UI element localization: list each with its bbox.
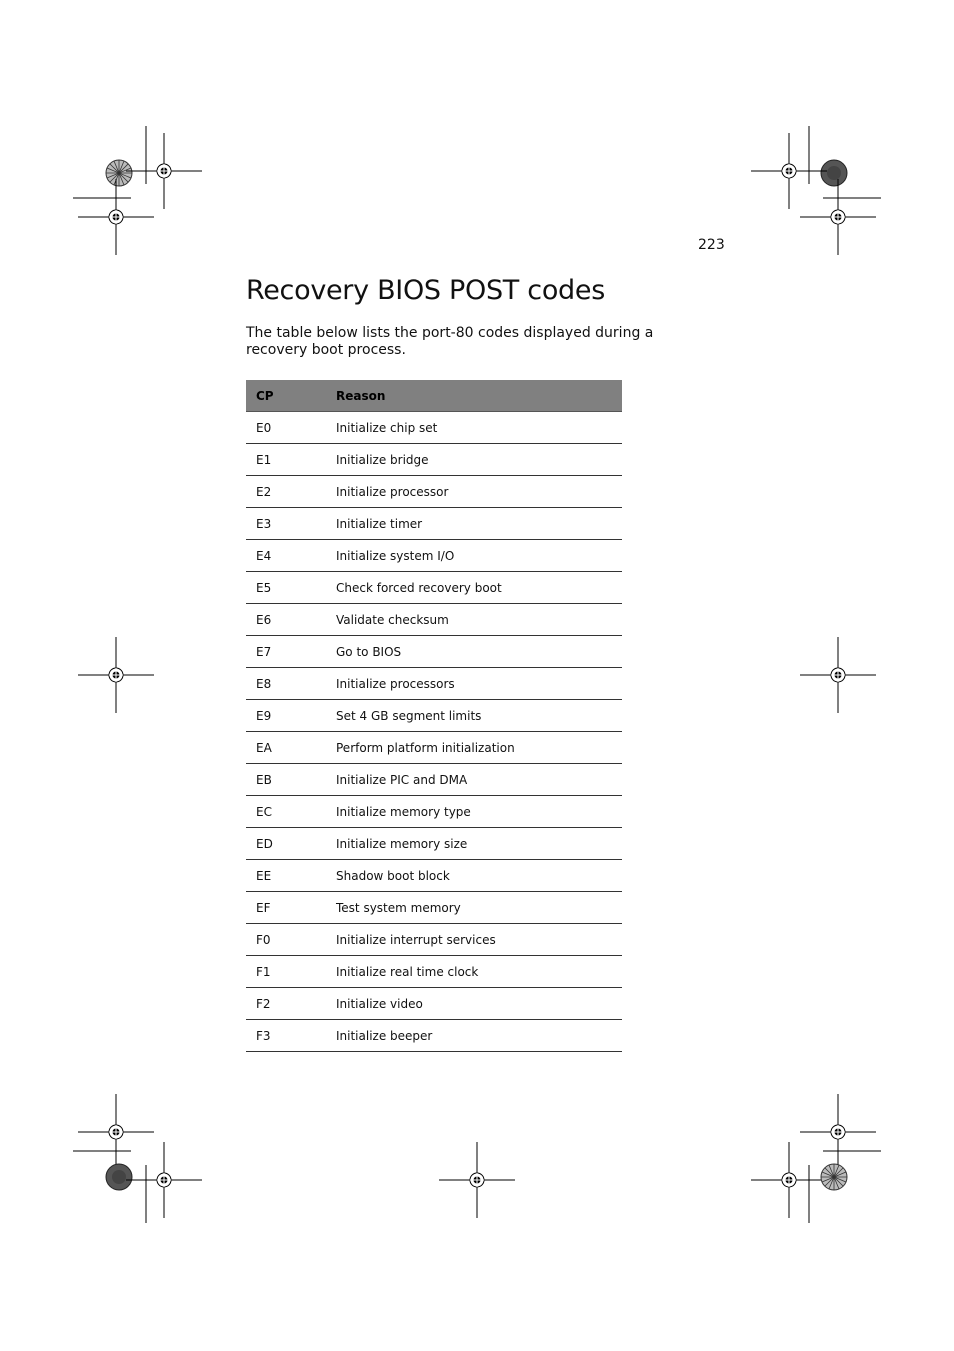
registration-mark-icon (126, 1142, 202, 1218)
table-row (246, 636, 622, 668)
color-target-icon (106, 160, 132, 186)
cp-cell: E3 (246, 508, 326, 540)
registration-mark-icon (800, 637, 876, 713)
page-title: Recovery BIOS POST codes (246, 275, 605, 306)
table-row (246, 924, 622, 956)
reason-cell: Set 4 GB segment limits (326, 700, 622, 732)
cp-cell: E0 (246, 412, 326, 444)
cp-cell: E8 (246, 668, 326, 700)
cp-cell: ED (246, 828, 326, 860)
color-target-icon (106, 1164, 132, 1190)
registration-mark-icon (78, 1094, 154, 1170)
reason-cell: Check forced recovery boot (326, 572, 622, 604)
cp-cell: E6 (246, 604, 326, 636)
cp-cell: F1 (246, 956, 326, 988)
table-row (246, 988, 622, 1020)
table-row (246, 732, 622, 764)
cp-cell: E7 (246, 636, 326, 668)
cp-cell: EE (246, 860, 326, 892)
cp-cell: E1 (246, 444, 326, 476)
registration-mark-icon (126, 133, 202, 209)
reason-cell: Initialize real time clock (326, 956, 622, 988)
cp-cell: EA (246, 732, 326, 764)
registration-mark-icon (800, 179, 876, 255)
reason-cell: Initialize processors (326, 668, 622, 700)
registration-mark-icon (78, 179, 154, 255)
table-row (246, 540, 622, 572)
reason-cell: Perform platform initialization (326, 732, 622, 764)
registration-mark-icon (751, 133, 827, 209)
table-row (246, 956, 622, 988)
reason-cell: Initialize system I/O (326, 540, 622, 572)
reason-cell: Go to BIOS (326, 636, 622, 668)
table-row (246, 508, 622, 540)
cp-cell: F3 (246, 1020, 326, 1052)
intro-paragraph: The table below lists the port-80 codes displayed during a recovery boot process. (246, 325, 654, 358)
cp-cell: E9 (246, 700, 326, 732)
registration-mark-icon (751, 1142, 827, 1218)
table-row (246, 796, 622, 828)
column-header-reason: Reason (326, 380, 622, 412)
reason-cell: Initialize memory size (326, 828, 622, 860)
reason-cell: Initialize processor (326, 476, 622, 508)
reason-cell: Test system memory (326, 892, 622, 924)
reason-cell: Initialize memory type (326, 796, 622, 828)
table-row (246, 1020, 622, 1052)
table-row (246, 828, 622, 860)
reason-cell: Initialize chip set (326, 412, 622, 444)
table-row (246, 412, 622, 444)
table-row (246, 604, 622, 636)
table-row (246, 764, 622, 796)
cp-cell: F2 (246, 988, 326, 1020)
table-row (246, 444, 622, 476)
table-row (246, 860, 622, 892)
table-row (246, 892, 622, 924)
cp-cell: EF (246, 892, 326, 924)
reason-cell: Initialize bridge (326, 444, 622, 476)
cp-cell: F0 (246, 924, 326, 956)
reason-cell: Initialize PIC and DMA (326, 764, 622, 796)
color-target-icon (821, 1164, 847, 1190)
reason-cell: Validate checksum (326, 604, 622, 636)
registration-mark-icon (439, 1142, 515, 1218)
table-header-row (246, 380, 622, 412)
reason-cell: Shadow boot block (326, 860, 622, 892)
table-row (246, 668, 622, 700)
registration-mark-icon (800, 1094, 876, 1170)
column-header-cp: CP (246, 380, 326, 412)
registration-mark-icon (78, 637, 154, 713)
reason-cell: Initialize interrupt services (326, 924, 622, 956)
page-number: 223 (698, 237, 725, 253)
cp-cell: EB (246, 764, 326, 796)
reason-cell: Initialize beeper (326, 1020, 622, 1052)
post-codes-table (246, 380, 622, 1052)
table-body (246, 412, 622, 1052)
table-row (246, 700, 622, 732)
color-target-icon (821, 160, 847, 186)
cp-cell: E5 (246, 572, 326, 604)
cp-cell: E4 (246, 540, 326, 572)
cp-cell: EC (246, 796, 326, 828)
reason-cell: Initialize timer (326, 508, 622, 540)
reason-cell: Initialize video (326, 988, 622, 1020)
table-row (246, 572, 622, 604)
table-row (246, 476, 622, 508)
cp-cell: E2 (246, 476, 326, 508)
